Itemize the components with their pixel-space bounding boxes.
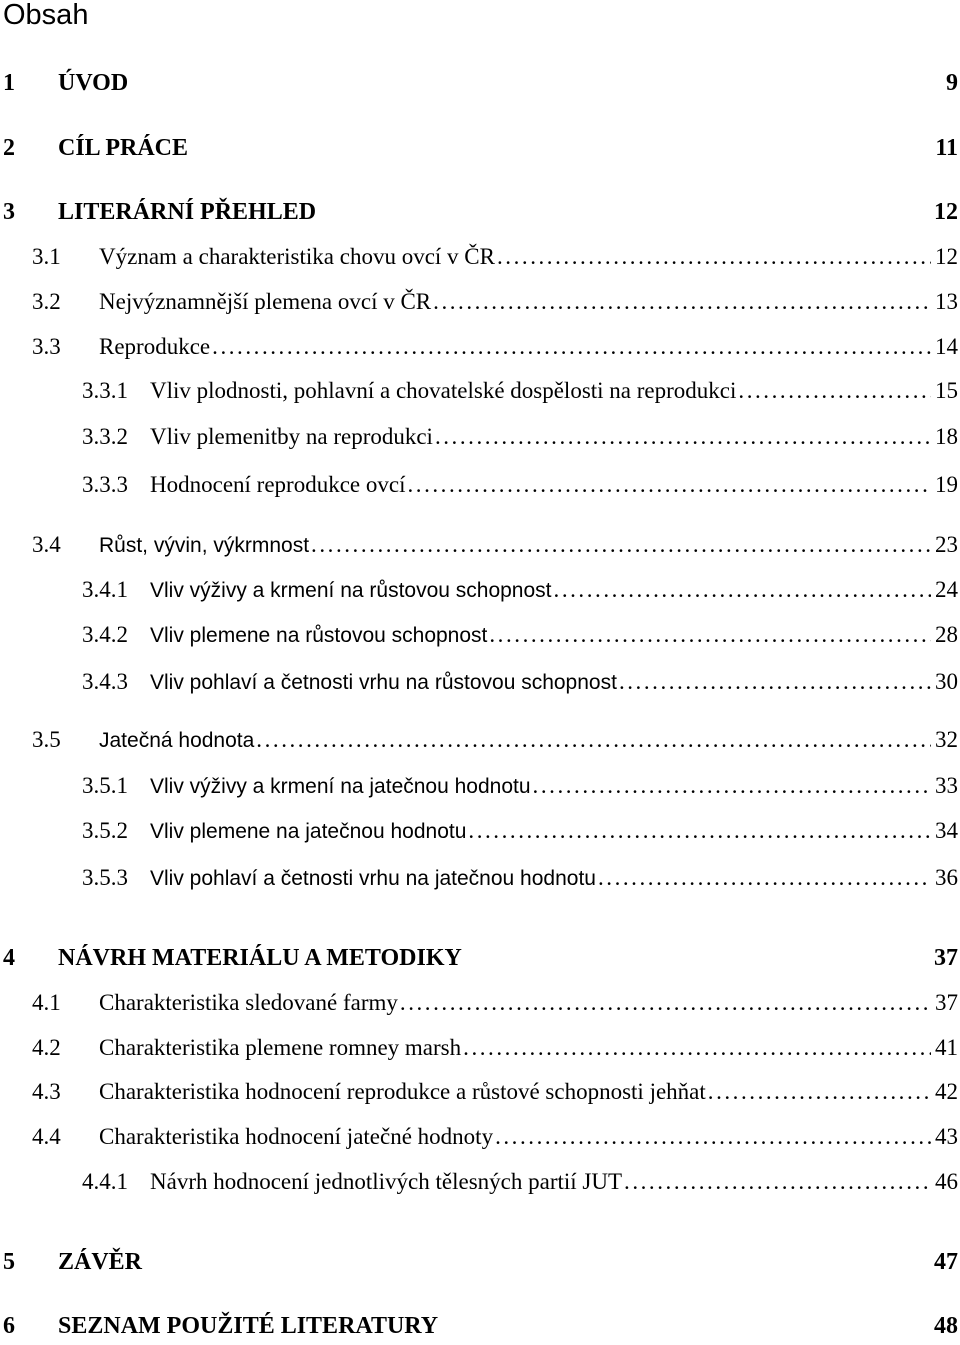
toc-title: Návrh hodnocení jednotlivých tělesných partií JUT — [150, 1169, 623, 1194]
toc-title: Jatečná hodnota — [99, 729, 255, 752]
toc-number: 3.1 — [32, 244, 61, 269]
toc-page: 42 — [935, 1079, 958, 1104]
toc-entry-chapter[interactable] — [0, 199, 958, 231]
toc-page: 33 — [935, 773, 958, 798]
toc-leader — [708, 1079, 931, 1105]
toc-leader — [624, 1169, 931, 1195]
toc-leader — [400, 990, 931, 1016]
toc-entry-section[interactable] — [0, 1035, 958, 1067]
toc-entry-section[interactable] — [0, 334, 958, 366]
toc-page: 41 — [935, 1035, 958, 1060]
toc-entry-section[interactable] — [0, 1079, 958, 1111]
toc-title: Vliv pohlaví a četnosti vrhu na jatečnou hodnotu — [150, 867, 596, 890]
page-title: Obsah — [3, 0, 89, 31]
toc-leader — [433, 289, 931, 315]
toc-leader — [598, 865, 931, 891]
toc-page: 11 — [935, 135, 958, 161]
toc-entry-subsection[interactable] — [0, 773, 958, 805]
toc-page: 12 — [935, 244, 958, 269]
toc-title: Hodnocení reprodukce ovcí — [150, 472, 406, 497]
toc-number: 3.4.2 — [82, 622, 128, 647]
toc-leader — [495, 1124, 931, 1150]
toc-page: 34 — [935, 818, 958, 843]
toc-page: 37 — [934, 945, 958, 971]
toc-number: 4 — [3, 945, 15, 971]
toc-page: 24 — [935, 577, 958, 602]
toc-number: 3.5.2 — [82, 818, 128, 843]
toc-page: 47 — [934, 1249, 958, 1275]
toc-entry-chapter[interactable] — [0, 945, 958, 977]
toc-title: CÍL PRÁCE — [58, 135, 189, 161]
toc-entry-chapter[interactable] — [0, 135, 958, 167]
toc-number: 4.4 — [32, 1124, 61, 1149]
toc-entry-section[interactable] — [0, 1124, 958, 1156]
toc-title: NÁVRH MATERIÁLU A METODIKY — [58, 945, 462, 971]
toc-page: 23 — [935, 532, 958, 557]
toc-title: Význam a charakteristika chovu ovcí v ČR — [99, 244, 495, 269]
toc-leader — [311, 532, 931, 558]
toc-leader — [489, 622, 931, 648]
toc-number: 4.4.1 — [82, 1169, 128, 1194]
toc-leader — [468, 818, 931, 844]
toc-title: Charakteristika hodnocení reprodukce a růstové schopnosti jehňat — [99, 1079, 706, 1104]
toc-entry-subsection[interactable] — [0, 622, 958, 654]
toc-page: 15 — [935, 378, 958, 403]
toc-page: 28 — [935, 622, 958, 647]
toc-number: 3.5.3 — [82, 865, 128, 890]
toc-number: 3 — [3, 199, 15, 225]
toc-title: Vliv plemene na jatečnou hodnotu — [150, 820, 467, 843]
toc-title: Vliv pohlaví a četnosti vrhu na růstovou schopnost — [150, 671, 617, 694]
toc-entry-subsection[interactable] — [0, 472, 958, 504]
toc-page: 13 — [935, 289, 958, 314]
toc-leader — [463, 1035, 931, 1061]
toc-title: Vliv plemene na růstovou schopnost — [150, 624, 488, 647]
toc-leader — [554, 577, 931, 603]
toc-page: 9 — [946, 70, 958, 96]
toc-title: ÚVOD — [58, 70, 129, 96]
toc-leader — [619, 669, 931, 695]
toc-page: 14 — [935, 334, 958, 359]
toc-leader — [497, 244, 931, 270]
toc-page: 12 — [934, 199, 958, 225]
toc-entry-subsection[interactable] — [0, 424, 958, 456]
toc-number: 3.2 — [32, 289, 61, 314]
toc-title: Nejvýznamnější plemena ovcí v ČR — [99, 289, 432, 314]
toc-number: 6 — [3, 1313, 15, 1339]
toc-entry-chapter[interactable] — [0, 70, 958, 102]
toc-entry-chapter[interactable] — [0, 1313, 958, 1345]
toc-number: 3.3.1 — [82, 378, 128, 403]
toc-number: 3.5.1 — [82, 773, 128, 798]
toc-title: Charakteristika hodnocení jatečné hodnoty — [99, 1124, 494, 1149]
toc-number: 3.3 — [32, 334, 61, 359]
toc-entry-subsection[interactable] — [0, 577, 958, 609]
toc-page: 37 — [935, 990, 958, 1015]
toc-leader — [256, 727, 931, 753]
toc-number: 4.3 — [32, 1079, 61, 1104]
toc-title: Charakteristika plemene romney marsh — [99, 1035, 462, 1060]
toc-number: 4.2 — [32, 1035, 61, 1060]
toc-title: Vliv výživy a krmení na jatečnou hodnotu — [150, 775, 531, 798]
toc-entry-section[interactable] — [0, 244, 958, 276]
toc-entry-chapter[interactable] — [0, 1249, 958, 1281]
toc-number: 2 — [3, 135, 15, 161]
toc-page: 30 — [935, 669, 958, 694]
toc-title: Vliv plodnosti, pohlavní a chovatelské dospělosti na reprodukci — [150, 378, 737, 403]
toc-page: 19 — [935, 472, 958, 497]
toc-page: 46 — [935, 1169, 958, 1194]
toc-title: LITERÁRNÍ PŘEHLED — [58, 199, 317, 225]
toc-number: 5 — [3, 1249, 15, 1275]
toc-leader — [738, 378, 931, 404]
toc-title: Růst, vývin, výkrmnost — [99, 534, 310, 557]
toc-entry-subsection[interactable] — [0, 378, 958, 410]
toc-title: ZÁVĚR — [58, 1249, 143, 1275]
toc-number: 3.5 — [32, 727, 61, 752]
toc-number: 4.1 — [32, 990, 61, 1015]
toc-entry-subsection[interactable] — [0, 865, 958, 897]
toc-leader — [533, 773, 931, 799]
toc-number: 3.4.1 — [82, 577, 128, 602]
toc-page: 18 — [935, 424, 958, 449]
toc-number: 3.3.2 — [82, 424, 128, 449]
toc-page: 43 — [935, 1124, 958, 1149]
toc-title: Reprodukce — [99, 334, 211, 359]
toc-entry-section[interactable] — [0, 532, 958, 564]
toc-entry-subsection[interactable] — [0, 1169, 958, 1201]
toc-entry-section[interactable] — [0, 990, 958, 1022]
toc-number: 3.3.3 — [82, 472, 128, 497]
toc-page: 48 — [934, 1313, 958, 1339]
toc-number: 3.4.3 — [82, 669, 128, 694]
toc-number: 1 — [3, 70, 15, 96]
toc-entry-section[interactable] — [0, 289, 958, 321]
toc-title: SEZNAM POUŽITÉ LITERATURY — [58, 1313, 439, 1339]
toc-title: Vliv plemenitby na reprodukci — [150, 424, 433, 449]
toc-entry-subsection[interactable] — [0, 669, 958, 701]
toc-entry-section[interactable] — [0, 727, 958, 759]
toc-number: 3.4 — [32, 532, 61, 557]
toc-leader — [212, 334, 931, 360]
toc-leader — [407, 472, 931, 498]
toc-page: 32 — [935, 727, 958, 752]
toc-title: Charakteristika sledované farmy — [99, 990, 398, 1015]
toc-entry-subsection[interactable] — [0, 818, 958, 850]
toc-leader — [435, 424, 931, 450]
toc-title: Vliv výživy a krmení na růstovou schopnost — [150, 579, 552, 602]
toc-page: 36 — [935, 865, 958, 890]
